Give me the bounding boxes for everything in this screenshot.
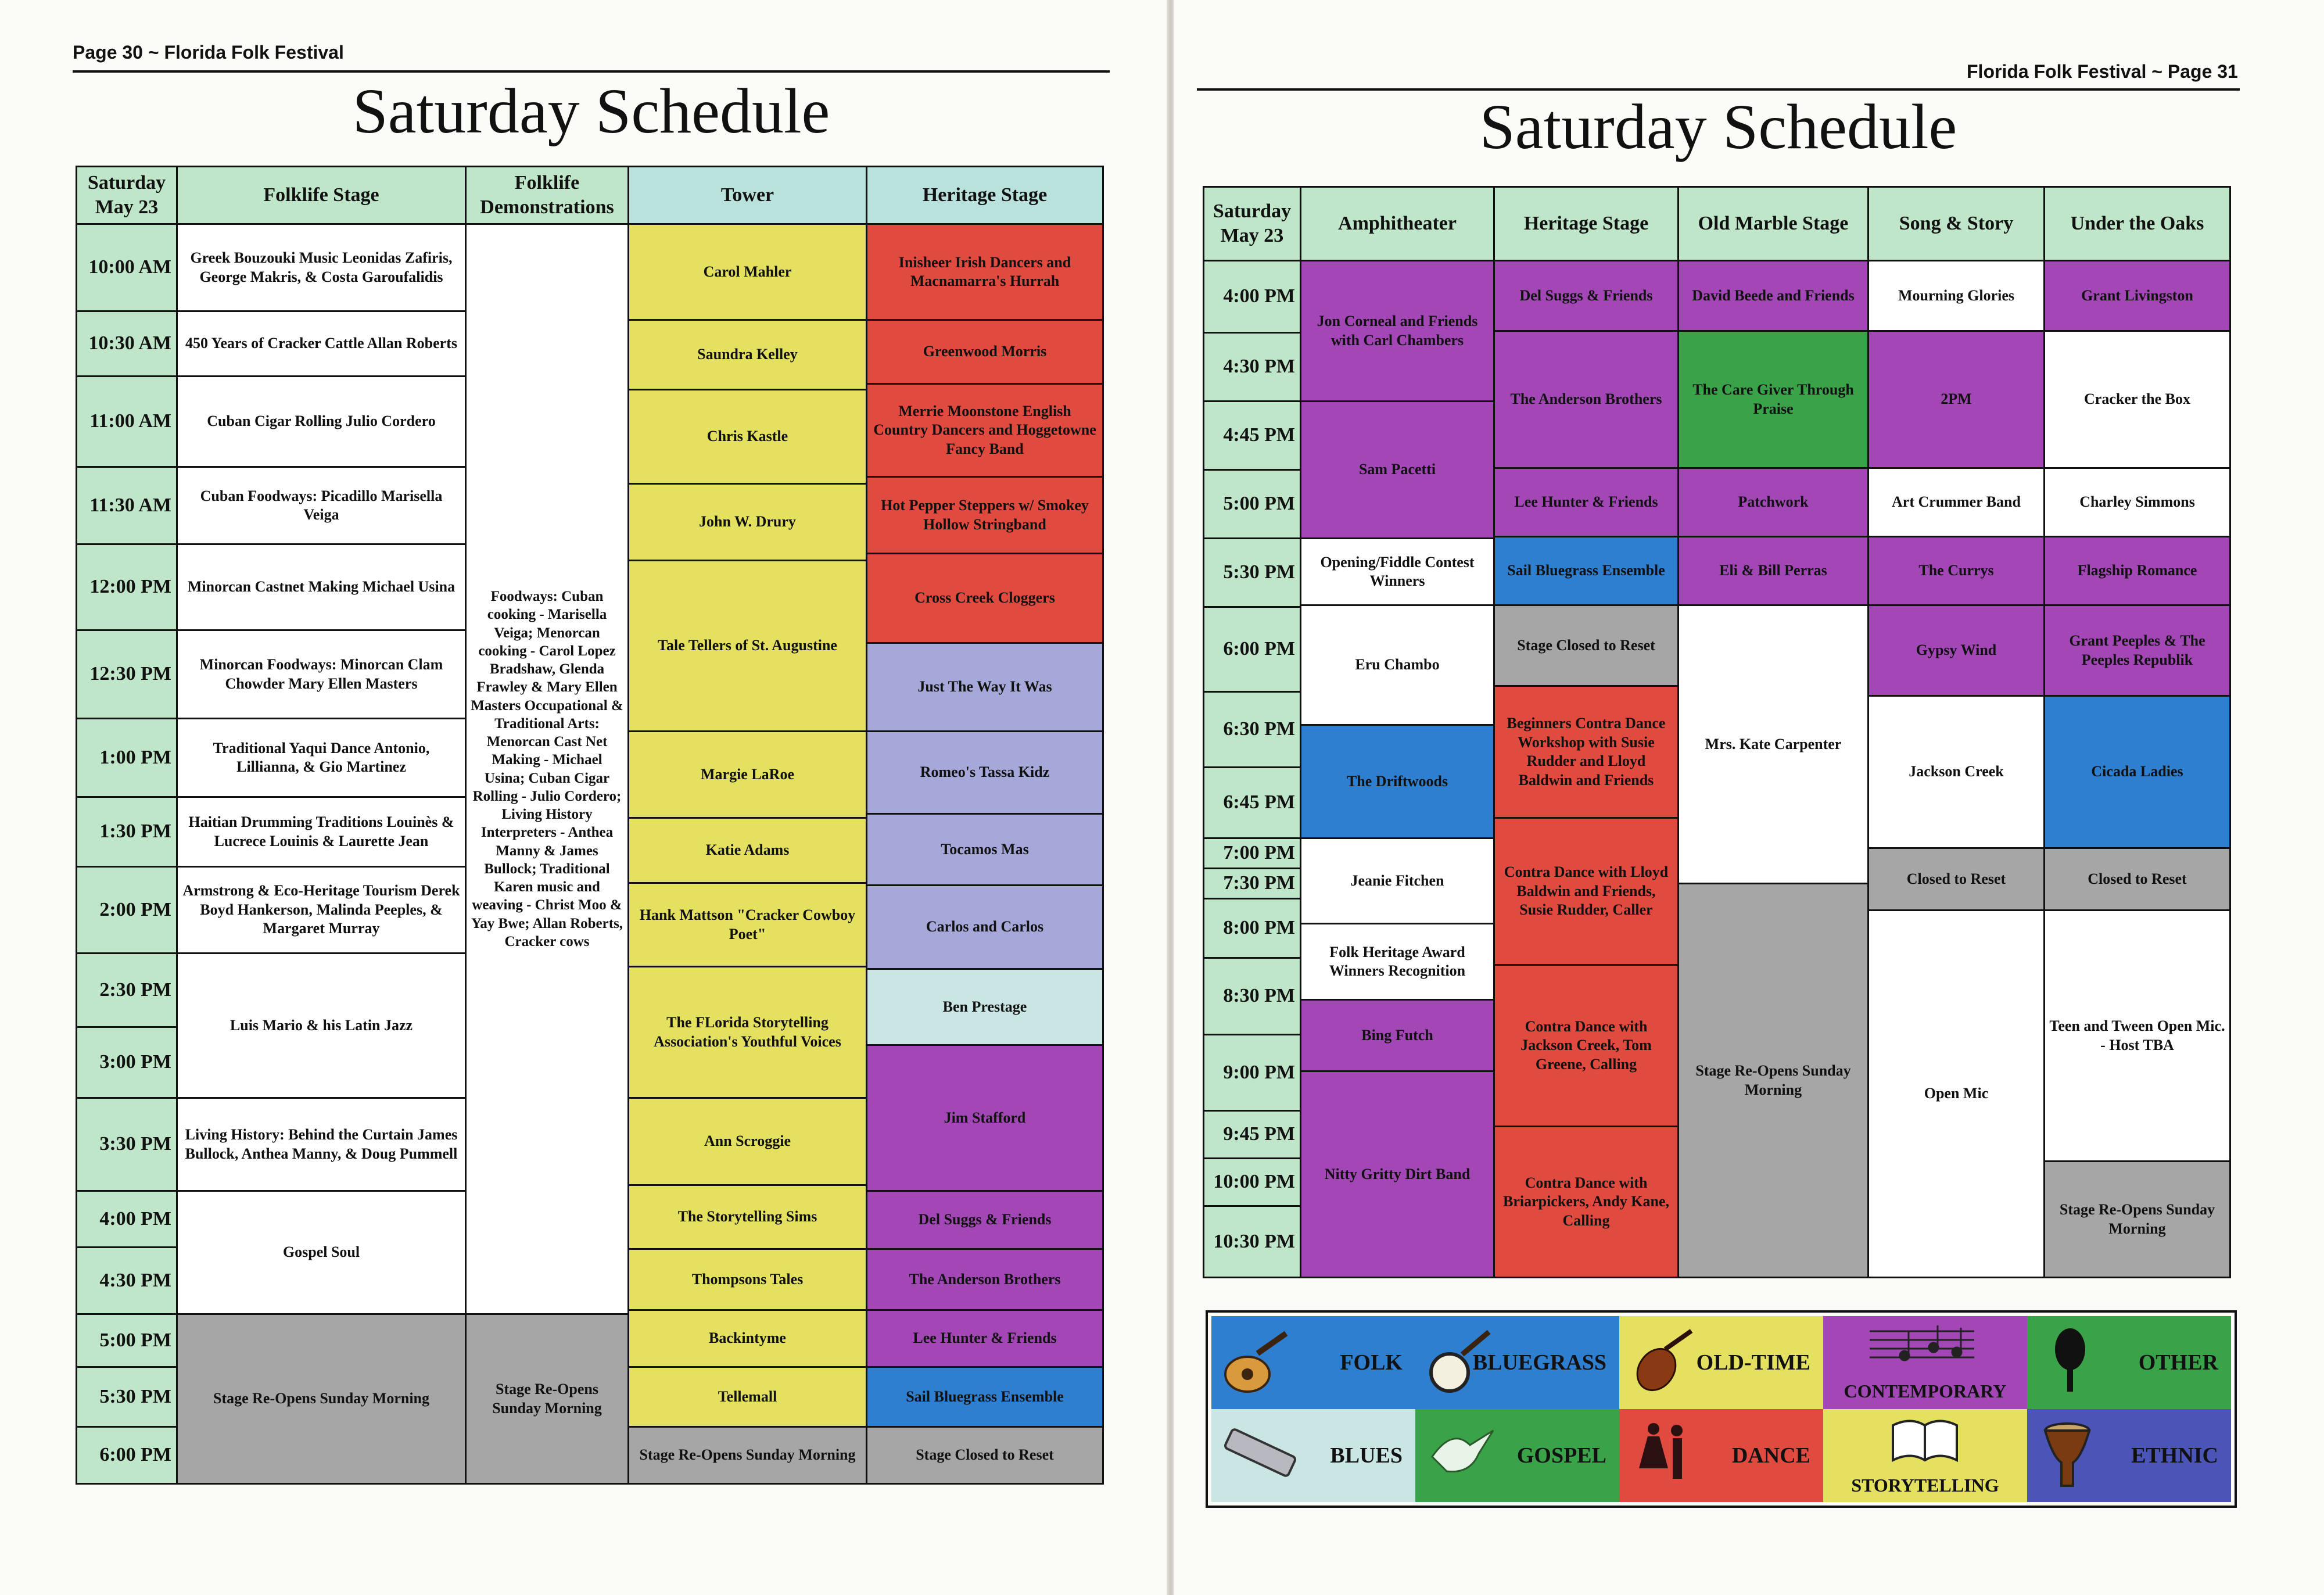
time-slot: 5:30 PM xyxy=(76,1366,178,1428)
event-cell: Inisheer Irish Dancers and Macnamarra's Hurrah xyxy=(866,223,1104,321)
event-cell: Cuban Cigar Rolling Julio Cordero xyxy=(176,375,467,468)
time-slot: 6:00 PM xyxy=(76,1426,178,1485)
event-cell-closed: Closed to Reset xyxy=(2043,847,2231,911)
column-header-heritage: Heritage Stage xyxy=(866,166,1104,225)
event-cell-closed: Stage Re-Opens Sunday Morning xyxy=(627,1426,867,1485)
event-cell: The FLorida Storytelling Association's Youthful Voices xyxy=(627,966,867,1099)
event-cell: Folk Heritage Award Winners Recognition xyxy=(1300,923,1495,1001)
event-cell: 2PM xyxy=(1867,330,2045,469)
time-slot: 6:00 PM xyxy=(1203,606,1301,693)
event-cell-closed: Stage Closed to Reset xyxy=(866,1426,1104,1485)
event-cell: Katie Adams xyxy=(627,817,867,884)
event-cell: Chris Kastle xyxy=(627,389,867,485)
event-cell: The Storytelling Sims xyxy=(627,1184,867,1250)
time-slot: 6:30 PM xyxy=(1203,691,1301,768)
event-cell-closed: Stage Re-Opens Sunday Morning xyxy=(465,1313,629,1485)
time-slot: 4:00 PM xyxy=(1203,260,1301,334)
event-cell: Greek Bouzouki Music Leonidas Zafiris, George Makris, & Costa Garoufalidis xyxy=(176,223,467,312)
event-cell: Contra Dance with Lloyd Baldwin and Friends, Susie Rudder, Caller xyxy=(1493,817,1679,966)
event-cell: Gypsy Wind xyxy=(1867,604,2045,697)
event-cell: The Driftwoods xyxy=(1300,724,1495,839)
event-cell: Minorcan Castnet Making Michael Usina xyxy=(176,543,467,631)
event-cell: Jackson Creek xyxy=(1867,695,2045,849)
event-cell: Living History: Behind the Curtain James Bullock, Anthea Manny, & Doug Pummell xyxy=(176,1097,467,1192)
column-header-old-marble: Old Marble Stage xyxy=(1677,186,1869,261)
event-cell: Flagship Romance xyxy=(2043,536,2231,606)
event-cell: Contra Dance with Briarpickers, Andy Kane, Calling xyxy=(1493,1126,1679,1278)
time-slot: 2:30 PM xyxy=(76,952,178,1028)
event-cell: Grant Peeples & The Peeples Republik xyxy=(2043,604,2231,697)
legend-dance: DANCE xyxy=(1619,1409,1823,1502)
harmonica-icon xyxy=(1220,1416,1307,1492)
event-cell: Charley Simmons xyxy=(2043,467,2231,537)
page-title-right: Saturday Schedule xyxy=(1479,91,1957,162)
legend-ethnic: ETHNIC xyxy=(2027,1409,2231,1502)
event-cell: Jeanie Fitchen xyxy=(1300,837,1495,924)
legend-oldtime: OLD-TIME xyxy=(1619,1316,1823,1409)
column-header-amphitheater: Amphitheater xyxy=(1300,186,1495,261)
event-cell: Romeo's Tassa Kidz xyxy=(866,730,1104,815)
event-cell: The Anderson Brothers xyxy=(1493,330,1679,469)
guitar-icon xyxy=(1220,1323,1295,1399)
event-cell: Just The Way It Was xyxy=(866,642,1104,732)
event-cell: Bing Futch xyxy=(1300,999,1495,1072)
event-cell: John W. Drury xyxy=(627,483,867,561)
drum-icon xyxy=(2035,1416,2111,1492)
time-slot: 11:00 AM xyxy=(76,375,178,468)
event-cell: Thompsons Tales xyxy=(627,1248,867,1311)
event-cell: The Currys xyxy=(1867,536,2045,606)
legend-storytelling: STORYTELLING xyxy=(1823,1409,2027,1502)
event-cell: Hot Pepper Steppers w/ Smokey Hollow Stringband xyxy=(866,476,1104,554)
event-cell: Teen and Tween Open Mic. - Host TBA xyxy=(2043,909,2231,1162)
time-slot: 5:00 PM xyxy=(1203,469,1301,539)
event-cell: Sam Pacetti xyxy=(1300,400,1495,539)
running-head-left: Page 30 ~ Florida Folk Festival xyxy=(73,42,344,63)
event-cell: Lee Hunter & Friends xyxy=(866,1309,1104,1368)
event-cell: Sail Bluegrass Ensemble xyxy=(866,1366,1104,1428)
event-cell: Foodways: Cuban cooking - Marisella Veiga; Menorcan cooking - Carol Lopez Bradshaw, Glenda Frawley & Mary Ellen Masters Occupational & Traditional Arts: Menorcan Cast Net Making - Michael Usina; Cuban Cigar Rolling - Julio Cordero; Living History Interpreters - Anthea Manny & James Bullock; Traditional Karen music and weaving - Christ Moo & Yay Bwe; Allan Roberts, Cracker cows xyxy=(465,223,629,1315)
time-slot: 10:00 PM xyxy=(1203,1157,1301,1207)
legend-grid xyxy=(1211,1316,2231,1502)
column-header-heritage: Heritage Stage xyxy=(1493,186,1679,261)
time-slot: 5:00 PM xyxy=(76,1313,178,1368)
banjo-icon xyxy=(1423,1323,1499,1399)
event-cell: Ann Scroggie xyxy=(627,1097,867,1186)
dancers-icon xyxy=(1627,1416,1703,1492)
event-cell: Greenwood Morris xyxy=(866,319,1104,385)
music-notes-icon xyxy=(1870,1320,1974,1372)
event-cell: Haitian Drumming Traditions Louinès & Lucrece Louinis & Laurette Jean xyxy=(176,796,467,868)
event-cell: Gospel Soul xyxy=(176,1190,467,1315)
event-cell: Armstrong & Eco-Heritage Tourism Derek Boyd Hankerson, Malinda Peeples, & Margaret Murray xyxy=(176,866,467,954)
time-slot: 3:00 PM xyxy=(76,1026,178,1099)
time-slot: 4:00 PM xyxy=(76,1190,178,1248)
event-cell: David Beede and Friends xyxy=(1677,260,1869,332)
event-cell: Cicada Ladies xyxy=(2043,695,2231,849)
event-cell: Beginners Contra Dance Workshop with Susie Rudder and Lloyd Baldwin and Friends xyxy=(1493,685,1679,819)
time-slot: 9:00 PM xyxy=(1203,1034,1301,1112)
event-cell: Mourning Glories xyxy=(1867,260,2045,332)
event-cell: Tale Tellers of St. Augustine xyxy=(627,560,867,732)
event-cell: Luis Mario & his Latin Jazz xyxy=(176,952,467,1099)
column-header-under-the-oaks: Under the Oaks xyxy=(2043,186,2231,261)
fiddle-icon xyxy=(1627,1323,1703,1399)
time-slot: 11:30 AM xyxy=(76,466,178,545)
event-cell: Carol Mahler xyxy=(627,223,867,321)
column-header-song-story: Song & Story xyxy=(1867,186,2045,261)
event-cell: Jim Stafford xyxy=(866,1044,1104,1192)
day-header: Saturday May 23 xyxy=(1203,186,1301,261)
event-cell: Tocamos Mas xyxy=(866,813,1104,886)
time-slot: 9:45 PM xyxy=(1203,1110,1301,1159)
event-cell: Carlos and Carlos xyxy=(866,884,1104,970)
event-cell: Traditional Yaqui Dance Antonio, Lillianna, & Gio Martinez xyxy=(176,718,467,798)
event-cell: Minorcan Foodways: Minorcan Clam Chowder Mary Ellen Masters xyxy=(176,629,467,719)
event-cell: Opening/Fiddle Contest Winners xyxy=(1300,537,1495,606)
schedule-grid-left xyxy=(76,166,1104,1485)
event-cell: Art Crummer Band xyxy=(1867,467,2045,537)
time-slot: 10:30 AM xyxy=(76,310,178,377)
column-header-folklife-stage: Folklife Stage xyxy=(176,166,467,225)
event-cell-closed: Stage Closed to Reset xyxy=(1493,604,1679,687)
time-slot: 4:30 PM xyxy=(1203,332,1301,402)
event-cell: Patchwork xyxy=(1677,467,1869,537)
time-slot: 3:30 PM xyxy=(76,1097,178,1192)
event-cell: 450 Years of Cracker Cattle Allan Roberts xyxy=(176,310,467,377)
event-cell-closed: Stage Re-Opens Sunday Morning xyxy=(1677,883,1869,1278)
time-slot: 6:45 PM xyxy=(1203,766,1301,839)
event-cell: The Anderson Brothers xyxy=(866,1248,1104,1311)
time-slot: 12:30 PM xyxy=(76,629,178,719)
legend-other: OTHER xyxy=(2027,1316,2231,1409)
time-slot: 7:00 PM xyxy=(1203,837,1301,869)
time-slot: 10:00 AM xyxy=(76,223,178,312)
event-cell: Margie LaRoe xyxy=(627,730,867,819)
legend-folk: FOLK xyxy=(1211,1316,1415,1409)
event-cell: Tellemall xyxy=(627,1366,867,1428)
event-cell: Hank Mattson "Cracker Cowboy Poet" xyxy=(627,882,867,967)
event-cell: Eru Chambo xyxy=(1300,604,1495,726)
time-slot: 1:00 PM xyxy=(76,718,178,798)
legend-contemporary: CONTEMPORARY xyxy=(1823,1316,2027,1409)
event-cell-closed: Stage Re-Opens Sunday Morning xyxy=(176,1313,467,1485)
schedule-grid-right xyxy=(1203,186,2231,1278)
event-cell: Grant Livingston xyxy=(2043,260,2231,332)
time-slot: 8:00 PM xyxy=(1203,898,1301,959)
time-slot: 4:30 PM xyxy=(76,1246,178,1315)
event-cell: Open Mic xyxy=(1867,909,2045,1278)
time-slot: 7:30 PM xyxy=(1203,868,1301,899)
header-rule-left xyxy=(73,70,1110,73)
time-slot: 5:30 PM xyxy=(1203,537,1301,608)
legend-blues: BLUES xyxy=(1211,1409,1415,1502)
event-cell: The Care Giver Through Praise xyxy=(1677,330,1869,469)
dove-icon xyxy=(1423,1416,1499,1492)
event-cell-closed: Closed to Reset xyxy=(1867,847,2045,911)
time-slot: 8:30 PM xyxy=(1203,957,1301,1035)
event-cell: Mrs. Kate Carpenter xyxy=(1677,604,1869,884)
page-title-left: Saturday Schedule xyxy=(352,76,830,146)
event-cell: Del Suggs & Friends xyxy=(1493,260,1679,332)
running-head-right: Florida Folk Festival ~ Page 31 xyxy=(1967,61,2238,82)
microphone-icon xyxy=(2035,1323,2111,1399)
time-slot: 12:00 PM xyxy=(76,543,178,631)
time-slot: 4:45 PM xyxy=(1203,400,1301,471)
event-cell: Eli & Bill Perras xyxy=(1677,536,1869,606)
event-cell: Backintyme xyxy=(627,1309,867,1368)
event-cell: Sail Bluegrass Ensemble xyxy=(1493,536,1679,606)
event-cell: Contra Dance with Jackson Creek, Tom Greene, Calling xyxy=(1493,964,1679,1127)
event-cell: Merrie Moonstone English Country Dancers and Hoggetowne Fancy Band xyxy=(866,383,1104,478)
event-cell: Lee Hunter & Friends xyxy=(1493,467,1679,537)
event-cell: Del Suggs & Friends xyxy=(866,1190,1104,1250)
event-cell: Nitty Gritty Dirt Band xyxy=(1300,1070,1495,1278)
time-slot: 10:30 PM xyxy=(1203,1205,1301,1278)
event-cell: Saundra Kelley xyxy=(627,319,867,390)
event-cell: Cuban Foodways: Picadillo Marisella Veiga xyxy=(176,466,467,545)
time-slot: 2:00 PM xyxy=(76,866,178,954)
event-cell: Jon Corneal and Friends with Carl Chambers xyxy=(1300,260,1495,402)
legend-gospel: GOSPEL xyxy=(1415,1409,1619,1502)
column-header-tower: Tower xyxy=(627,166,867,225)
book-icon xyxy=(1887,1414,1963,1466)
column-header-demonstrations: Folklife Demonstrations xyxy=(465,166,629,225)
event-cell: Cross Creek Cloggers xyxy=(866,553,1104,644)
event-cell: Ben Prestage xyxy=(866,968,1104,1046)
time-slot: 1:30 PM xyxy=(76,796,178,868)
event-cell: Cracker the Box xyxy=(2043,330,2231,469)
legend-bluegrass: BLUEGRASS xyxy=(1415,1316,1619,1409)
day-header: Saturday May 23 xyxy=(76,166,178,225)
event-cell-closed: Stage Re-Opens Sunday Morning xyxy=(2043,1160,2231,1278)
